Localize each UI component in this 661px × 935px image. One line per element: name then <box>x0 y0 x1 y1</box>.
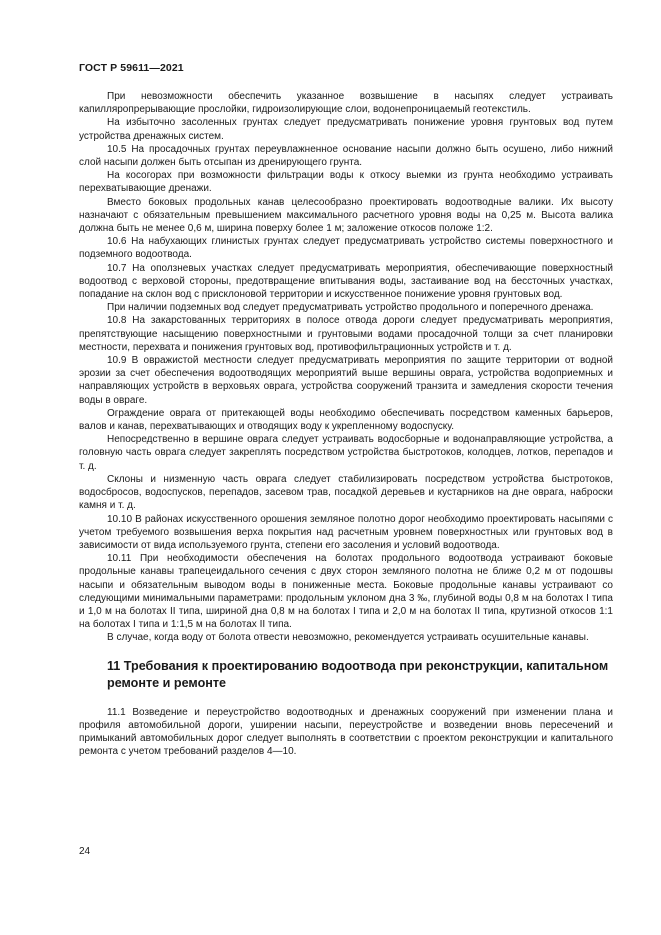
document-body <box>79 90 613 758</box>
paragraph-drainage-ridges: Вместо боковых продольных канав целесообразно проектировать водоотводные валики. Их высоту назначают с обязательным превышением максимального расчетного уровня воды на 0,25 м. Высота валика должна быть не менее 0,6 м, ширина поверху более 1 м; заложение откосов положе 1:2. <box>79 196 613 235</box>
paragraph-10-6: 10.6 На набухающих глинистых грунтах следует предусматривать устройство системы поверхностного и подземного водоотвода. <box>79 236 613 261</box>
paragraph-11-1: 11.1 Возведение и переустройство водоотводных и дренажных сооружений при изменении плана и профиля автомобильной дороги, уширении насыпи, переустройстве и возведении вновь пересечений и примыканий автомобильных дорог следует выполнять в соответствии с проектом реконструкции и капитального ремонта с учетом требований разделов 4—10. <box>79 706 613 758</box>
paragraph-ravine-fencing: Ограждение оврага от притекающей воды необходимо обеспечивать посредством каменных барьеров, валов и канав, перехватывающих и отводящих воду к укрепленному водоспуску. <box>79 407 613 433</box>
paragraph-saline-soils: На избыточно засоленных грунтах следует предусматривать понижение уровня грунтовых вод путем устройства дренажных систем. <box>79 117 613 142</box>
paragraph-ravine-top: Непосредственно в вершине оврага следует устраивать водосборные и водонаправляющие устройства, а головную часть оврага следует закреплять посредством устройства быстротоков, колодцев, лотков, перепадов и т. д. <box>79 434 613 472</box>
paragraph-10-10: 10.10 В районах искусственного орошения земляное полотно дорог необходимо проектировать насыпями с учетом требуемого возвышения верха покрытия над расчетным уровнем поверхностных или грунтовых вод в зависимости от вида используемого грунта, степени его засоления и условий водоотвода. <box>79 513 613 551</box>
paragraph-10-9: 10.9 В овражистой местности следует предусматривать мероприятия по защите территории от водной эрозии за счет обеспечения водоотводящих мероприятий выше вершины оврага, устройства водоприемных и направляющих устройств в верховьях оврага, устройства сооружений транзита и замедления скорости течения воды в овраге. <box>79 355 613 406</box>
paragraph-10-5: 10.5 На просадочных грунтах переувлажненное основание насыпи должно быть осушено, либо нижний слой насыпи должен быть отсыпан из дренирующего грунта. <box>79 143 613 169</box>
page-number: 24 <box>79 846 91 857</box>
paragraph-ravine-slopes: Склоны и низменную часть оврага следует стабилизировать посредством устройства быстротоков, водосбросов, водоспусков, перепадов, засевом трав, посадкой деревьев и кустарников на дне оврага, наброски камня и т. д. <box>79 473 613 512</box>
section-11-heading: 11 Требования к проектированию водоотвода при реконструкции, капитальном ремонте и ремонте <box>107 658 609 690</box>
paragraph-10-8: 10.8 На закарстованных территориях в полосе отвода дороги следует предусматривать мероприятия, препятствующие насыщению поверхностными и грунтовыми водами просадочной толщи за счет планировки местности, перехвата и понижения грунтовых вод, противофильтрационных устройств и т. д. <box>79 315 613 353</box>
paragraph-capillary-interlayers: При невозможности обеспечить указанное возвышение в насыпях следует устраивать капилляропрерывающие прослойки, гидроизолирующие слои, водонепроницаемый геотекстиль. <box>79 91 613 116</box>
standard-header: ГОСТ Р 59611—2021 <box>79 62 184 74</box>
paragraph-groundwater-drainage: При наличии подземных вод следует предусматривать устройство продольного и поперечного дренажа. <box>107 302 594 314</box>
paragraph-slopes-drainage: На косогорах при возможности фильтрации воды к откосу выемки из грунта необходимо устраивать перехватывающие дренажи. <box>79 170 613 195</box>
paragraph-10-7: 10.7 На оползневых участках следует предусматривать мероприятия, обеспечивающие поверхностный водоотвод с верховой стороны, предотвращение впитывания воды, застаивание вод на бессточных участках, попадание на склон вод с присклоновой территории и искусственное понижение уровня грунтовых вод. <box>79 262 613 301</box>
paragraph-10-11: 10.11 При необходимости обеспечения на болотах продольного водоотвода устраивают боковые продольные канавы трапецеидального сечения с двух сторон земляного полотна не ближе 0,2 м от подошвы насыпи и обязательным выводом воды в пониженные места. Боковые продольные канавы устраивают со следующими минимальными параметрами: продольным уклоном дна 3 ‰, глубиной воды 0,8 м на болотах I типа и 1,0 м на болотах II типа, шириной дна 0,8 м на болотах I типа и 2,0 м на болотах II типа, крутизной откосов 1:1 на болотах I типа и 1:1,5 м на болотах II типа. <box>79 553 613 631</box>
paragraph-drying-ditches: В случае, когда воду от болота отвести невозможно, рекомендуется устраивать осушительные канавы. <box>107 632 589 644</box>
